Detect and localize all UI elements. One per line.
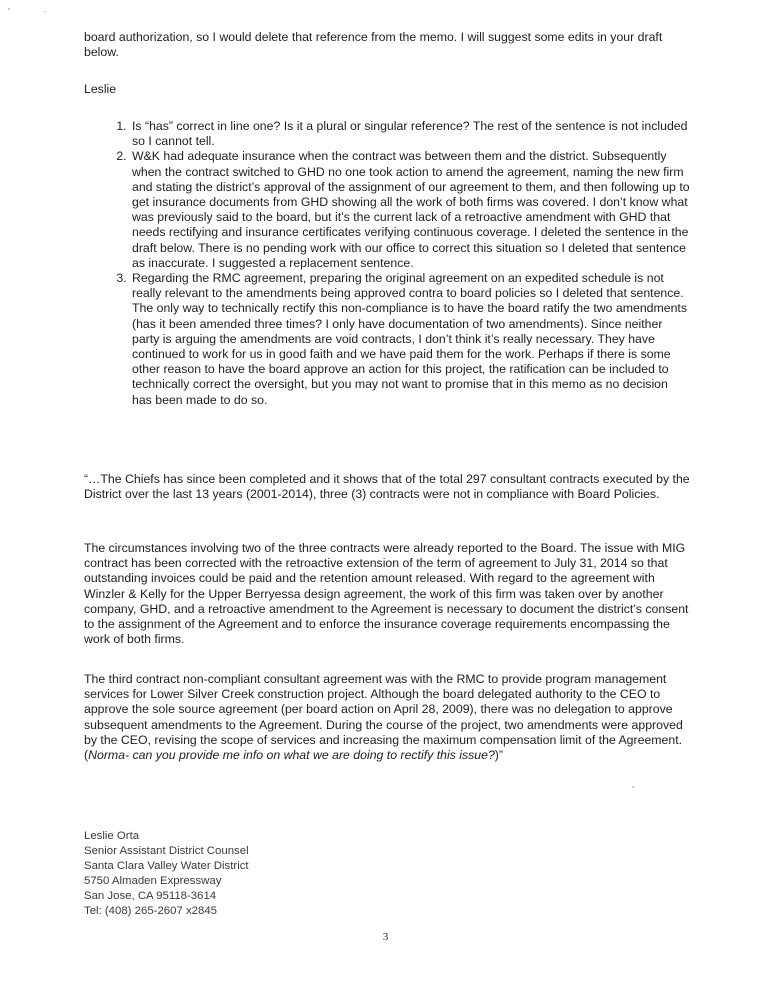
author-line: Leslie: [84, 82, 117, 96]
list-item: 3. Regarding the RMC agreement, preparing the original agreement on an expedited schedule is not really relevant to the amendments being approved contra to board policies so I deleted that sentence. The only way to technically rectify this non-compliance is to have the board ratify the two amendments (has it been amended three times? I only have documentation of two amendments). Since neither party is arguing the amendments are void contracts, I don’t think it’s really necessary. They have continued to work for us in good faith and we have paid them for the work. Perhaps if there is some other reason to have the board approve an action for this project, the ratification can be included to technically correct the oversight, but you may not want to promise that in this memo as no decision has been made to do so.: [130, 271, 690, 408]
scan-speck: [632, 786, 634, 788]
signature-organization: Santa Clara Valley Water District: [84, 860, 249, 873]
signature-name: Leslie Orta: [84, 830, 140, 842]
signature-phone: Tel: (408) 265-2607 x2845: [84, 905, 217, 918]
list-item: 1. Is “has” correct in line one? Is it a plural or singular reference? The rest of the sentence is not included so I cannot tell.: [130, 119, 690, 149]
scan-speck: [8, 8, 10, 10]
scan-speck: [44, 11, 46, 12]
paragraph-closing: )”: [494, 748, 503, 763]
quoted-paragraph-2: The circumstances involving two of the three contracts were already reported to the Board. The issue with MIG contract has been corrected with the retroactive extension of the term of agreement to July 31, 2014 so that outstanding invoices could be paid and the retention amount released. With regard to the agreement with Winzler & Kelly for the Upper Berryessa design agreement, the work of this firm was taken over by another company, GHD, and a retroactive amendment to the Agreement is necessary to document the district’s consent to the assignment of the Agreement and to enforce the insurance coverage requirements encompassing the work of both firms.: [84, 541, 689, 647]
signature-city: San Jose, CA 95118-3614: [84, 890, 217, 903]
signature-title: Senior Assistant District Counsel: [84, 845, 249, 858]
paragraph-text: The third contract non-compliant consultant agreement was with the RMC to provide program management services for Lower Silver Creek construction project. Although the board delegated authority to the CEO to approve the sole source agreement (per board action on April 28, 2009), there was no delegation to approve subsequent amendments to the Agreement. During the course of the project, two amendments were approved by the CEO, revising the scope of services and increasing the maximum compensation limit of the Agreement. (: [84, 672, 683, 763]
signature-street: 5750 Almaden Expressway: [84, 875, 222, 888]
quoted-paragraph-1: “…The Chiefs has since been completed and it shows that of the total 297 consultant contracts executed by the District over the last 13 years (2001-2014), three (3) contracts were not in compliance with Board Policies.: [84, 472, 690, 502]
signature-block: [84, 829, 249, 920]
comment-list: [84, 119, 690, 408]
quoted-paragraph-3: [84, 672, 690, 763]
list-item: 2. W&K had adequate insurance when the contract was between them and the district. Subsequently when the contract switched to GHD no one took action to amend the agreement, naming the new firm and stating the district’s approval of the assignment of our agreement to them, and then following up to get insurance documents from GHD showing all the work of both firms was covered. I don’t know what was previously said to the board, but it’s the current lack of a retroactive amendment with GHD that needs rectifying and insurance certificates verifying continuous coverage. I deleted the sentence in the draft below. There is no pending work with our office to correct this situation so I deleted that sentence as inaccurate. I suggested a replacement sentence.: [130, 149, 690, 271]
page-number: 3: [382, 931, 389, 943]
italic-note: Norma- can you provide me info on what we are doing to rectify this issue?: [88, 748, 495, 763]
intro-paragraph: board authorization, so I would delete that reference from the memo. I will suggest some edits in your draft below.: [84, 30, 663, 60]
